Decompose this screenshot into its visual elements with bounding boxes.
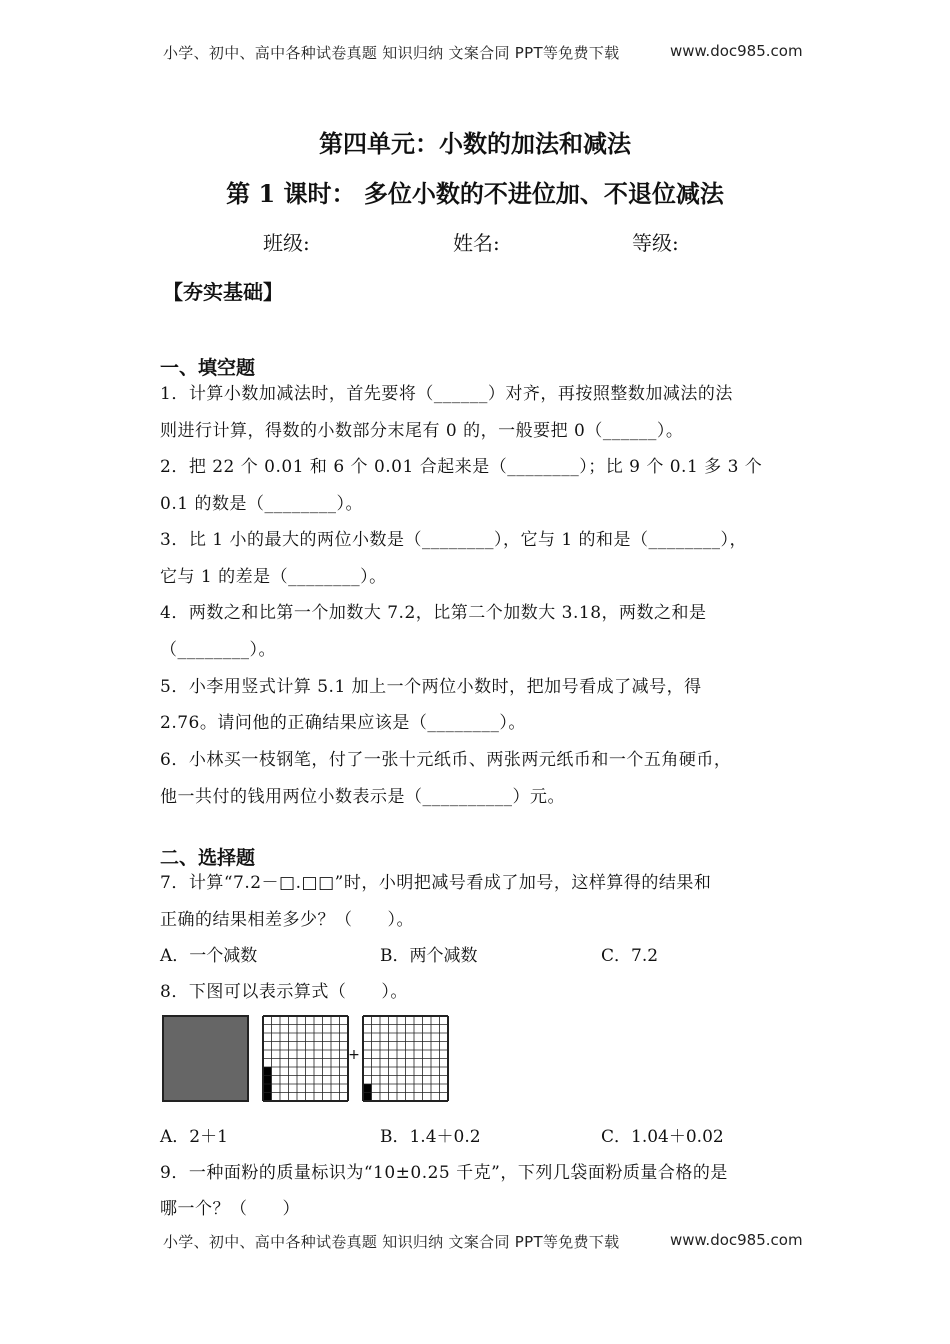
foundation-heading: 【夯实基础】 xyxy=(163,280,283,304)
question-line: 5．小李用竖式计算 5.1 加上一个两位小数时，把加号看成了减号，得 xyxy=(160,677,702,697)
header-url: www.doc985.com xyxy=(670,42,803,60)
option-c: C．1.04＋0.02 xyxy=(601,1127,724,1147)
shaded-cell xyxy=(263,1067,272,1076)
name-label: 姓名: xyxy=(453,231,500,255)
hundred-grid-right xyxy=(363,1016,448,1101)
choice-section-heading: 二、选择题 xyxy=(160,847,256,869)
grade-label: 等级: xyxy=(632,231,679,255)
question-line: （________）。 xyxy=(160,640,276,660)
decimal-grid-figure xyxy=(160,1013,455,1105)
question-line: 6．小林买一枝钢笔，付了一张十元纸币、两张两元纸币和一个五角硬币， xyxy=(160,750,732,770)
unit-title: 第四单元：小数的加法和减法 xyxy=(319,129,631,158)
page-header xyxy=(0,40,950,64)
question-line: 正确的结果相差多少？（ ）。 xyxy=(160,910,414,930)
question-line: 哪一个？（ ） xyxy=(160,1199,300,1219)
shaded-cell xyxy=(363,1084,372,1093)
shaded-cell xyxy=(263,1084,272,1093)
question-line: 它与 1 的差是（________）。 xyxy=(160,567,387,587)
question-line: 7．计算“7.2－□.□□”时，小明把减号看成了加号，这样算得的结果和 xyxy=(160,873,712,893)
shaded-cell xyxy=(263,1093,272,1102)
question-line: 则进行计算，得数的小数部分末尾有 0 的，一般要把 0（______）。 xyxy=(160,421,684,441)
question-line: 2.76。请问他的正确结果应该是（________）。 xyxy=(160,713,526,733)
footer-text: 小学、初中、高中各种试卷真题 知识归纳 文案合同 PPT等免费下载 xyxy=(163,1233,620,1251)
header-text: 小学、初中、高中各种试卷真题 知识归纳 文案合同 PPT等免费下载 xyxy=(163,44,620,62)
option-b: B．1.4＋0.2 xyxy=(380,1127,481,1147)
shaded-cell xyxy=(263,1076,272,1085)
option-c: C．7.2 xyxy=(601,946,659,966)
plus-sign: + xyxy=(348,1047,360,1063)
footer-url: www.doc985.com xyxy=(670,1231,803,1249)
question-line: 9．一种面粉的质量标识为“10±0.25 千克”，下列几袋面粉质量合格的是 xyxy=(160,1163,728,1183)
fill-section-heading: 一、填空题 xyxy=(160,357,256,379)
question-line: 他一共付的钱用两位小数表示是（__________）元。 xyxy=(160,787,565,807)
hundred-grid-left xyxy=(263,1016,348,1101)
shaded-cell xyxy=(363,1093,372,1102)
question-line: 1．计算小数加减法时，首先要将（______）对齐，再按照整数加减法的法 xyxy=(160,384,733,404)
question-line: 4．两数之和比第一个加数大 7.2，比第二个加数大 3.18，两数之和是 xyxy=(160,603,707,623)
question-line: 8．下图可以表示算式（ ）。 xyxy=(160,982,408,1002)
option-a: A．2＋1 xyxy=(160,1127,228,1147)
option-b: B．两个减数 xyxy=(380,946,478,966)
class-label: 班级: xyxy=(263,231,310,255)
full-shaded-square xyxy=(163,1016,248,1101)
question-line: 3．比 1 小的最大的两位小数是（________），它与 1 的和是（________）， xyxy=(160,530,748,550)
lesson-title: 第 1 课时： 多位小数的不进位加、不退位减法 xyxy=(226,179,724,208)
option-a: A．一个减数 xyxy=(160,946,258,966)
question-line: 0.1 的数是（________）。 xyxy=(160,494,363,514)
question-line: 2．把 22 个 0.01 和 6 个 0.01 合起来是（________）；比 9 个 0.1 多 3 个 xyxy=(160,457,763,477)
page-footer xyxy=(0,1229,950,1253)
